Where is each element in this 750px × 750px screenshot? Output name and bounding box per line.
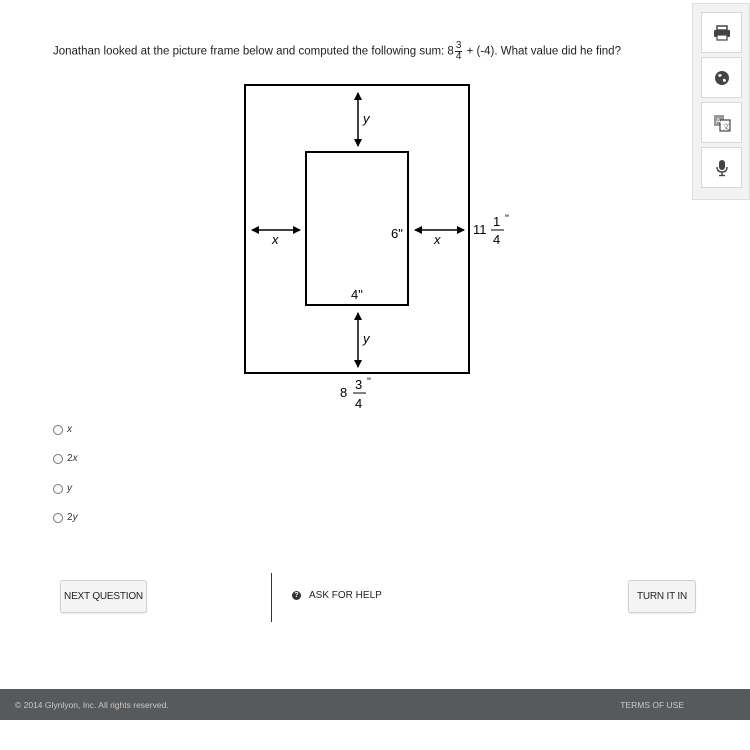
label-y-bottom: y [363, 331, 370, 346]
ask-for-help-link[interactable] [292, 590, 382, 601]
print-icon [713, 25, 731, 41]
divider [271, 573, 272, 622]
question-text-end: + (-4). What value did he find? [463, 45, 621, 58]
question-text-start: Jonathan looked at the picture frame below and computed the following sum: 8 [53, 45, 454, 58]
ask-for-help-label: ASK FOR HELP [309, 590, 382, 601]
fraction-denominator: 4 [455, 51, 462, 62]
globe-button[interactable] [701, 57, 742, 98]
label-x-left: x [272, 232, 279, 247]
choice-label: 2x [67, 453, 78, 464]
outer-frame [245, 85, 469, 373]
outer-height-numerator: 1 [493, 214, 501, 229]
next-question-button[interactable]: NEXT QUESTION [60, 580, 147, 613]
radio-button[interactable] [53, 484, 63, 494]
choice-label: x [67, 424, 72, 435]
question-fraction [455, 41, 463, 62]
question-text [53, 41, 621, 62]
fraction-numerator: 3 [455, 40, 462, 51]
print-button[interactable] [701, 12, 742, 53]
outer-height-whole: 11 [473, 222, 487, 237]
outer-width-numerator: 3 [355, 377, 363, 392]
terms-of-use-link[interactable]: TERMS OF USE [620, 700, 684, 710]
copyright-text: © 2014 Glynlyon, Inc. All rights reserved. [15, 700, 169, 710]
answer-choice-y[interactable] [53, 483, 72, 494]
answer-choice-2y[interactable] [53, 512, 78, 523]
globe-icon [714, 70, 730, 86]
outer-width-unit: " [367, 376, 371, 388]
outer-height-denominator: 4 [493, 232, 501, 247]
outer-width-denominator: 4 [355, 396, 363, 411]
translate-button[interactable] [701, 102, 742, 143]
radio-button[interactable] [53, 454, 63, 464]
microphone-icon [715, 159, 729, 177]
radio-button[interactable] [53, 513, 63, 523]
tool-panel [692, 3, 750, 200]
inner-height-label: 6" [391, 226, 403, 241]
outer-width-label [340, 376, 371, 411]
help-icon: ? [292, 591, 301, 600]
translate-icon [713, 114, 731, 132]
choice-label: y [67, 483, 72, 494]
outer-width-whole: 8 [340, 385, 348, 400]
outer-height-label [473, 213, 509, 247]
answer-choice-x[interactable] [53, 424, 72, 435]
label-x-right: x [434, 232, 441, 247]
outer-height-unit: " [505, 213, 509, 225]
answer-choice-2x[interactable] [53, 453, 78, 464]
picture-frame-diagram [230, 80, 520, 415]
radio-button[interactable] [53, 425, 63, 435]
choice-label: 2y [67, 512, 78, 523]
svg-text:文: 文 [722, 122, 729, 131]
microphone-button[interactable] [701, 147, 742, 188]
turn-it-in-button[interactable]: TURN IT IN [628, 580, 696, 613]
svg-text:A: A [715, 116, 721, 125]
label-y-top: y [363, 111, 370, 126]
footer [0, 689, 750, 720]
inner-width-label: 4" [351, 287, 363, 302]
